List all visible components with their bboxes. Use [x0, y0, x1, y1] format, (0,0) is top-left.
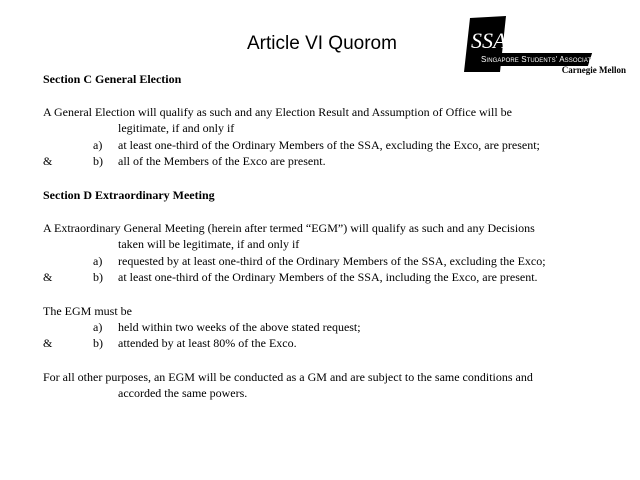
section-d-item-a-label: a) — [93, 254, 103, 268]
egm-item-b-label: b) — [93, 336, 103, 350]
section-c-heading: Section C General Election — [43, 72, 182, 86]
logo-subtitle: Carnegie Mellon — [561, 65, 626, 75]
section-d-item-a-text: requested by at least one-third of the Ordinary Members of the SSA, excluding the Exco; — [118, 254, 546, 268]
egm-item-b-text: attended by at least 80% of the Exco. — [118, 336, 297, 350]
ssa-logo — [464, 12, 634, 76]
page-title: Article VI Quorom — [247, 33, 397, 54]
section-c-item-b-text: all of the Members of the Exco are present. — [118, 154, 326, 168]
section-c-item-b-conjunction: & — [43, 154, 53, 168]
logo-organization-name: Singapore Students' Association — [481, 55, 603, 64]
other-purposes-line-1: For all other purposes, an EGM will be conducted as a GM and are subject to the same conditions and — [43, 370, 533, 384]
section-d-intro-line-2: taken will be legitimate, if and only if — [118, 237, 300, 251]
other-purposes-line-2: accorded the same powers. — [118, 386, 248, 400]
section-d-item-b-label: b) — [93, 270, 103, 284]
ssa-logo-letters: SSA — [471, 28, 507, 53]
section-c-item-a-label: a) — [93, 138, 103, 152]
section-d-heading: Section D Extraordinary Meeting — [43, 188, 215, 202]
section-c-intro-line-1: A General Election will qualify as such and any Election Result and Assumption of Office will be — [43, 105, 513, 119]
section-d-intro-line-1: A Extraordinary General Meeting (herein after termed “EGM”) will qualify as such and any Decisions — [43, 221, 535, 235]
section-c-intro-line-2: legitimate, if and only if — [118, 121, 235, 135]
egm-intro: The EGM must be — [43, 304, 132, 318]
egm-item-a-label: a) — [93, 320, 103, 334]
section-d-item-b-conjunction: & — [43, 270, 53, 284]
egm-item-a-text: held within two weeks of the above stated request; — [118, 320, 361, 334]
section-c-item-a-text: at least one-third of the Ordinary Members of the SSA, excluding the Exco, are present; — [118, 138, 540, 152]
section-d-item-b-text: at least one-third of the Ordinary Members of the SSA, including the Exco, are present. — [118, 270, 538, 284]
egm-item-b-conjunction: & — [43, 336, 53, 350]
section-c-item-b-label: b) — [93, 154, 103, 168]
